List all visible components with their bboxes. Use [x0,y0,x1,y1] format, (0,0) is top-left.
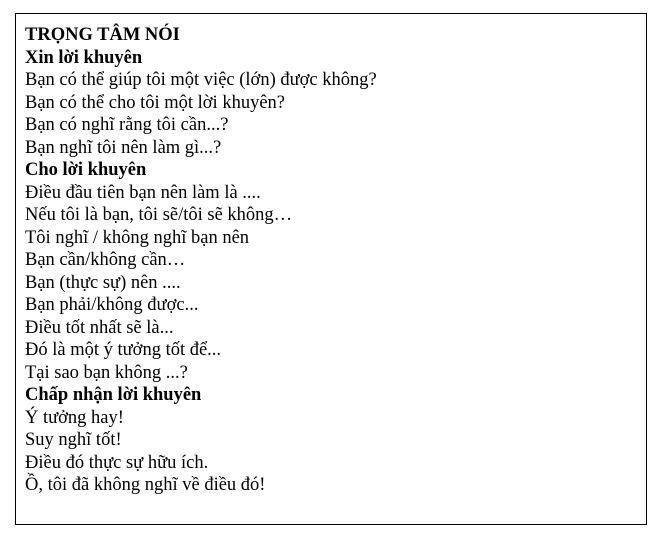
section-heading: Xin lời khuyên [25,47,143,68]
phrase-item: Ồ, tôi đã không nghĩ về điều đó! [25,475,266,495]
phrase-item: Điều đó thực sự hữu ích. [25,452,209,473]
phrase-item: Điều đầu tiên bạn nên làm là .... [25,182,261,203]
phrase-item: Bạn có thể cho tôi một lời khuyên? [25,92,285,113]
phrase-item: Nếu tôi là bạn, tôi sẽ/tôi sẽ không… [25,205,293,225]
section-heading: Chấp nhận lời khuyên [25,385,202,405]
phrase-item: Tại sao bạn không ...? [25,362,188,383]
phrase-item: Bạn có nghĩ rằng tôi cần...? [25,115,229,135]
speaking-focus-box [15,13,647,525]
phrase-item: Bạn có thể giúp tôi một việc (lớn) được không? [25,70,377,90]
phrase-item: Tôi nghĩ / không nghĩ bạn nên [25,227,250,248]
section-asking-advice [25,47,646,160]
phrase-item: Đó là một ý tưởng tốt để... [25,340,222,360]
document-title: TRỌNG TÂM NÓI [25,25,180,45]
phrase-item: Bạn phải/không được... [25,295,199,315]
phrase-item: Bạn nghĩ tôi nên làm gì...? [25,137,222,158]
phrase-item: Điều tốt nhất sẽ là... [25,317,174,338]
phrase-item: Suy nghĩ tốt! [25,430,122,450]
phrase-item: Bạn cần/không cần… [25,250,186,270]
phrase-item: Bạn (thực sự) nên .... [25,272,181,293]
phrase-item: Ý tưởng hay! [25,407,124,428]
section-giving-advice [25,159,646,384]
section-accepting-advice [25,384,646,497]
section-heading: Cho lời khuyên [25,160,147,180]
